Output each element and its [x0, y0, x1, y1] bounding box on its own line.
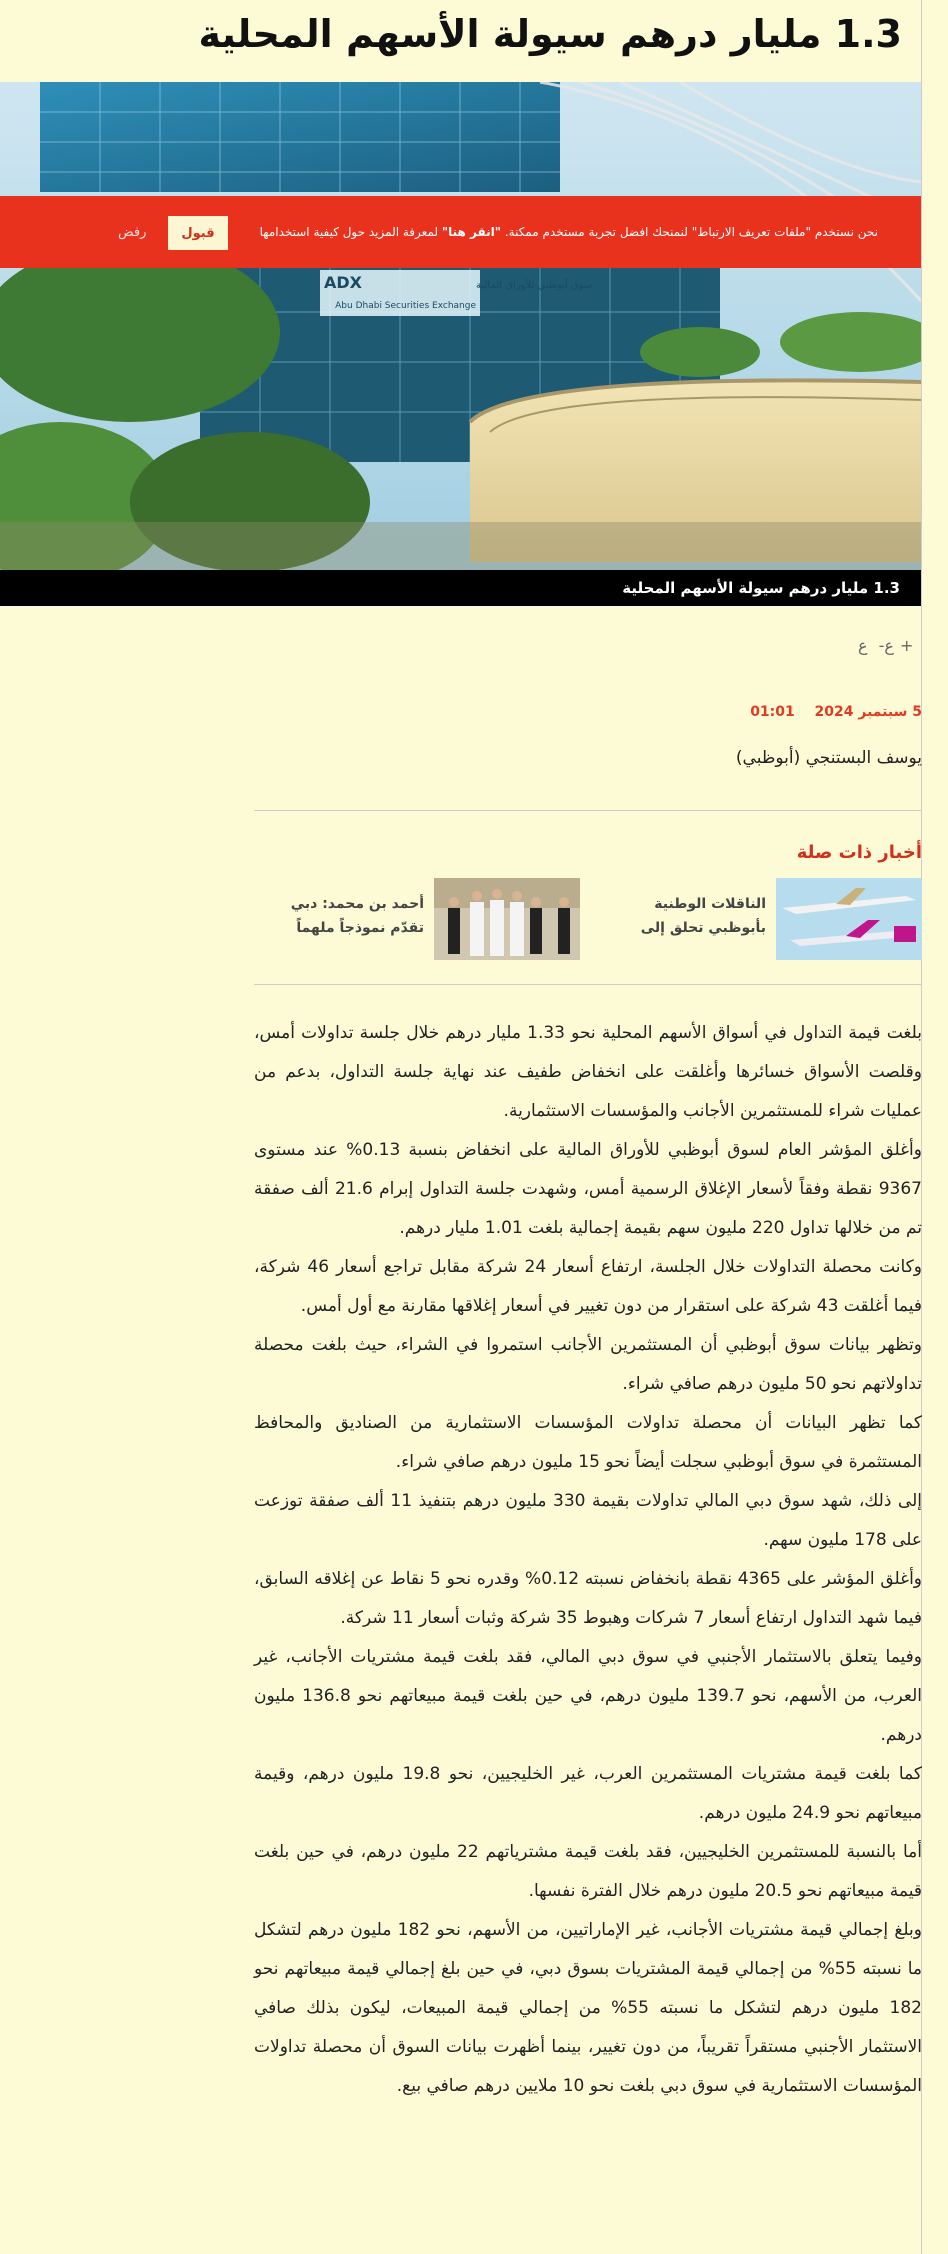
article-paragraph: أما بالنسبة للمستثمرين الخليجيين، فقد بلغت قيمة مشترياتهم 22 مليون درهم، في حين بلغت قيمة مبيعاتهم نحو 20.5 مليون درهم خلال الفترة نفسها.	[254, 1842, 922, 1901]
cookie-message	[260, 196, 878, 268]
related-item-2-text[interactable]: أحمد بن محمد: دبي تقدّم نموذجاً ملهماً	[290, 896, 424, 936]
cookie-learn-more-link[interactable]: "انقر هنا"	[441, 225, 501, 239]
divider	[254, 984, 922, 985]
hero-sign-english: Abu Dhabi Securities Exchange	[335, 301, 476, 311]
article-paragraph: وفيما يتعلق بالاستثمار الأجنبي في سوق دبي المالي، فقد بلغت قيمة مشتريات الأجانب، غير العرب، من الأسهم، نحو 139.7 مليون درهم، في حين بلغت قيمة مبيعاتهم نحو 136.8 مليون درهم.	[254, 1647, 922, 1745]
article-paragraph: وبلغ إجمالي قيمة مشتريات الأجانب، غير الإماراتيين، من الأسهم، نحو 182 مليون درهم لتشكل ما نسبته 55% من إجمالي قيمة المشتريات بسوق دبي، في حين بلغ إجمالي قيمة مبيعاتهم نحو 182 مليون درهم لتشكل ما نسبته 55% من إجمالي قيمة المبيعات، ليكون بذلك صافي الاستثمار الأجنبي مستقراً تقريباً، من دون تغيير، بينما أظهرت بيانات السوق أن محصلة تداولات المؤسسات الاستثمارية في سوق دبي بلغت نحو 10 ملايين درهم صافي بيع.	[254, 1920, 922, 2096]
publish-time: 01:01	[750, 704, 795, 720]
hero-sign-arabic: سوق أبوظبي للأوراق المالية	[476, 280, 593, 291]
cookie-text-after: لمعرفة المزيد حول كيفية استخدامها	[259, 225, 442, 239]
related-news-title: أخبار ذات صلة	[796, 842, 922, 863]
related-item-1-image[interactable]	[776, 878, 922, 960]
cookie-banner	[0, 196, 948, 268]
publish-date-day: 5 سبتمبر 2024	[814, 704, 922, 720]
article-paragraph: بلغت قيمة التداول في أسواق الأسهم المحلية نحو 1.33 مليار درهم خلال جلسة تداولات أمس، وقلصت الأسواق خسائرها وأغلقت على انخفاض طفيف عند نهاية جلسة التداول، بدعم من عمليات شراء للمستثمرين الأجانب والمؤسسات الاستثمارية.	[254, 1023, 922, 1121]
hero-caption-bar	[0, 570, 922, 606]
hero-sign-logo: ADX	[324, 273, 362, 292]
font-size-controls	[852, 636, 919, 655]
article-headline: 1.3 مليار درهم سيولة الأسهم المحلية	[198, 12, 902, 56]
publish-date	[750, 704, 922, 720]
font-decrease-button[interactable]: ع-	[878, 636, 894, 655]
divider	[254, 810, 922, 811]
article-paragraph: كما تظهر البيانات أن محصلة تداولات المؤسسات الاستثمارية من الصناديق والمحافظ المستثمرة في سوق أبوظبي سجلت أيضاً نحو 15 مليون درهم صافي شراء.	[254, 1413, 922, 1472]
hero-photo-illustration	[0, 82, 922, 606]
article-paragraph: وتظهر بيانات سوق أبوظبي أن المستثمرين الأجانب استمروا في الشراء، حيث بلغت محصلة تداولاتهم نحو 50 مليون درهم صافي شراء.	[254, 1335, 922, 1394]
font-increase-button[interactable]: ع+	[858, 636, 914, 655]
hero-image	[0, 82, 922, 606]
article-paragraph: وكانت محصلة التداولات خلال الجلسة، ارتفاع أسعار 24 شركة مقابل تراجع أسعار 46 شركة، فيما أغلقت 43 شركة على استقرار من دون تغيير في أسعار إغلاقها مقارنة مع أول أمس.	[254, 1257, 922, 1316]
page-scrollbar[interactable]	[921, 0, 948, 2254]
related-item-1-text[interactable]: الناقلات الوطنية بأبوظبي تحلق إلى	[640, 896, 766, 936]
related-item-2-image[interactable]	[434, 878, 580, 960]
article-author: يوسف البستنجي (أبوظبي)	[735, 748, 922, 768]
article-body	[254, 1014, 922, 2106]
article-paragraph: وأغلق المؤشر على 4365 نقطة بانخفاض نسبته 0.12% وقدره نحو 5 نقاط عن إغلاقه السابق، فيما شهد التداول ارتفاع أسعار 7 شركات وهبوط 35 شركة وثبات أسعار 11 شركة.	[254, 1569, 923, 1628]
article-paragraph: كما بلغت قيمة مشتريات المستثمرين العرب، غير الخليجيين، نحو 19.8 مليون درهم، وقيمة مبيعاتهم نحو 24.9 مليون درهم.	[254, 1764, 923, 1823]
cookie-text-before: نحن نستخدم "ملفات تعريف الارتباط" لنمنحك افضل تجربة مستخدم ممكنة.	[501, 225, 878, 239]
cookie-accept-button[interactable]: قبول	[168, 216, 228, 250]
article-paragraph: وأغلق المؤشر العام لسوق أبوظبي للأوراق المالية على انخفاض بنسبة 0.13% عند مستوى 9367 نقطة وفقاً لأسعار الإغلاق الرسمية أمس، وشهدت جلسة التداول إبرام 21.6 ألف صفقة تم من خلالها تداول 220 مليون سهم بقيمة إجمالية بلغت 1.01 مليار درهم.	[254, 1140, 922, 1238]
hero-caption: 1.3 مليار درهم سيولة الأسهم المحلية	[622, 579, 900, 597]
cookie-reject-link[interactable]: رفض	[118, 225, 147, 240]
article-paragraph: إلى ذلك، شهد سوق دبي المالي تداولات بقيمة 330 مليون درهم بتنفيذ 11 ألف صفقة توزعت على 178 مليون سهم.	[254, 1491, 922, 1550]
